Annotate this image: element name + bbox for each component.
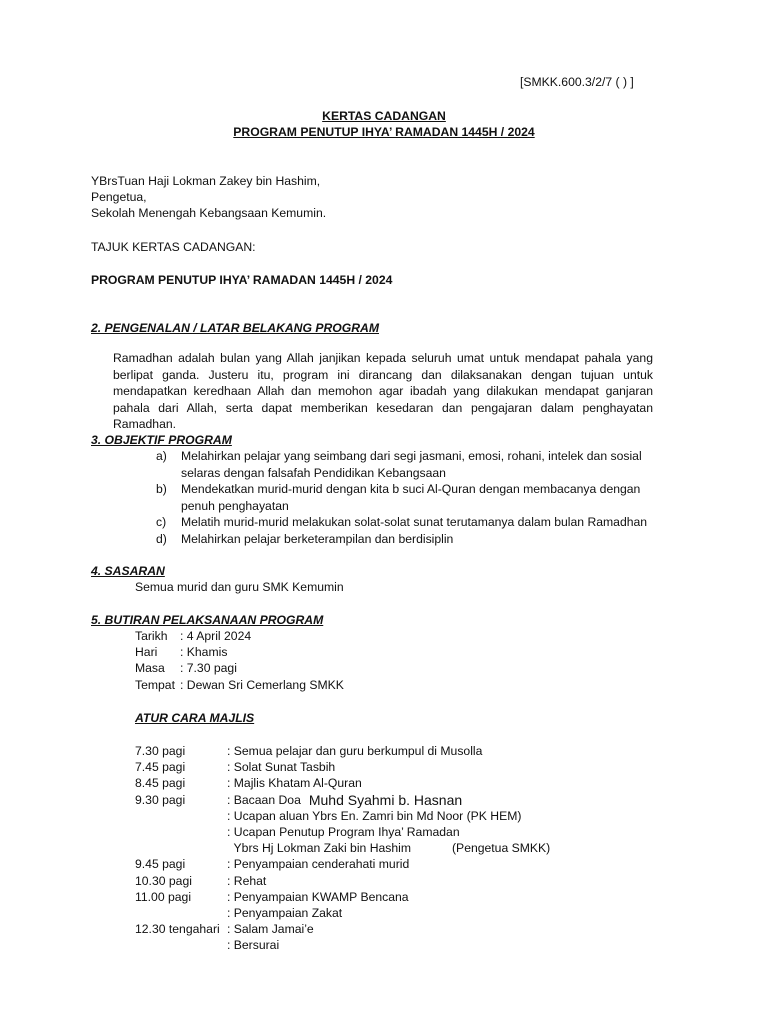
schedule-list (135, 743, 550, 954)
program-details (135, 628, 344, 693)
schedule-time: 12.30 tengahari (135, 922, 220, 937)
detail-row (135, 628, 344, 644)
doa-reader-name: Muhd Syahmi b. Hasnan (308, 791, 463, 808)
objective-item (156, 481, 656, 514)
schedule-time: 8.45 pagi (135, 776, 186, 791)
schedule-desc: : Penyampaian cenderahati murid (227, 857, 410, 872)
schedule-row (135, 759, 550, 775)
schedule-desc: : Rehat (227, 873, 267, 888)
principal-title: (Pengetua SMKK) (452, 841, 551, 856)
detail-row (135, 660, 344, 676)
objective-text: Melahirkan pelajar berketerampilan dan berdisiplin (181, 531, 454, 546)
section-2-body: Ramadhan adalah bulan yang Allah janjikan kepada seluruh umat untuk mendapat pahala yang berlipat ganda. Justeru itu, program ini dirancang dan dilaksanakan dengan tujuan untuk mendapatkan keredhaan Allah dan memohon agar ibadah yang dilakukan mendapat ganjaran pahala dari Allah, serta dapat memberikan kesedaran dan pengajaran dalam penghayatan Ramadhan. (113, 351, 653, 431)
schedule-desc: Ybrs Hj Lokman Zaki bin Hashim (227, 841, 412, 856)
objective-marker: d) (156, 531, 167, 546)
section-2-heading: 2. PENGENALAN / LATAR BELAKANG PROGRAM (91, 321, 379, 335)
schedule-desc: : Solat Sunat Tasbih (227, 760, 336, 775)
section-5-heading: 5. BUTIRAN PELAKSANAAN PROGRAM (91, 613, 324, 627)
schedule-time (135, 937, 227, 953)
schedule-time (135, 840, 227, 856)
detail-key: Tempat (135, 677, 175, 692)
addressee-school: Sekolah Menengah Kebangsaan Kemumin. (91, 206, 327, 220)
detail-row (135, 677, 344, 693)
tajuk-label: TAJUK KERTAS CADANGAN: (91, 240, 256, 254)
objective-item (156, 448, 656, 481)
schedule-time (135, 808, 227, 824)
section-4-body: Semua murid dan guru SMK Kemumin (135, 580, 344, 594)
schedule-desc: : Penyampaian KWAMP Bencana (227, 889, 409, 904)
detail-value: : 4 April 2024 (180, 629, 252, 643)
schedule-row (135, 889, 550, 905)
objective-text: Melahirkan pelajar yang seimbang dari segi jasmani, emosi, rohani, intelek dan sosial selaras dengan falsafah Pendidikan Kebangsaan (181, 449, 642, 480)
schedule-desc: : Ucapan aluan Ybrs En. Zamri bin Md Noor (PK HEM) (227, 808, 522, 823)
schedule-desc: : Ucapan Penutup Program Ihya’ Ramadan (227, 825, 460, 840)
detail-value: : 7.30 pagi (180, 661, 237, 676)
objective-item (156, 514, 656, 531)
schedule-time: 7.45 pagi (135, 760, 186, 775)
schedule-row (135, 937, 550, 953)
schedule-time: 7.30 pagi (135, 744, 186, 758)
schedule-row (135, 873, 550, 889)
objective-list (156, 448, 656, 547)
schedule-desc: : Penyampaian Zakat (227, 906, 343, 921)
schedule-row (135, 824, 550, 840)
objective-item (156, 531, 656, 548)
schedule-time: 10.30 pagi (135, 873, 192, 888)
schedule-time: 11.00 pagi (135, 889, 192, 904)
schedule-time: 9.30 pagi (135, 792, 186, 807)
detail-value: : Dewan Sri Cemerlang SMKK (180, 677, 344, 692)
schedule-desc: : Bersurai (227, 938, 280, 953)
detail-key: Masa (135, 661, 165, 676)
schedule-row (135, 808, 550, 824)
reference-number: [SMKK.600.3/2/7 ( ) ] (520, 75, 634, 89)
schedule-desc: : Bacaan Doa (227, 792, 301, 807)
addressee-name: YBrsTuan Haji Lokman Zakey bin Hashim, (91, 174, 321, 188)
detail-key: Hari (135, 645, 158, 660)
section-3-heading: 3. OBJEKTIF PROGRAM (91, 433, 232, 447)
detail-row (135, 644, 344, 660)
schedule-row (135, 856, 550, 872)
schedule-time (135, 905, 227, 921)
document-subtitle: PROGRAM PENUTUP IHYA’ RAMADAN 1445H / 2024 (233, 125, 535, 139)
document-title: KERTAS CADANGAN (322, 109, 446, 123)
objective-marker: c) (156, 515, 167, 529)
schedule-time: 9.45 pagi (135, 857, 186, 872)
schedule-time (135, 824, 227, 840)
detail-key: Tarikh (135, 629, 168, 643)
schedule-row (135, 775, 550, 791)
schedule-row (135, 840, 550, 856)
schedule-desc: : Semua pelajar dan guru berkumpul di Musolla (227, 744, 483, 758)
objective-marker: b) (156, 482, 167, 496)
schedule-desc: : Salam Jamai’e (227, 922, 314, 937)
detail-value: : Khamis (180, 645, 228, 660)
schedule-row (135, 792, 550, 808)
tajuk-value: PROGRAM PENUTUP IHYA’ RAMADAN 1445H / 2024 (91, 273, 393, 287)
objective-text: Mendekatkan murid-murid dengan kita b suci Al-Quran dengan membacanya dengan penuh penghayatan (181, 482, 641, 513)
section-4-heading: 4. SASARAN (91, 564, 165, 578)
objective-marker: a) (156, 449, 167, 463)
schedule-desc: : Majlis Khatam Al-Quran (227, 776, 362, 791)
schedule-row (135, 743, 550, 759)
objective-text: Melatih murid-murid melakukan solat-solat sunat terutamanya dalam bulan Ramadhan (181, 515, 648, 529)
schedule-row (135, 921, 550, 937)
addressee-position: Pengetua, (91, 190, 147, 204)
schedule-row (135, 905, 550, 921)
atur-cara-heading: ATUR CARA MAJLIS (135, 711, 255, 725)
